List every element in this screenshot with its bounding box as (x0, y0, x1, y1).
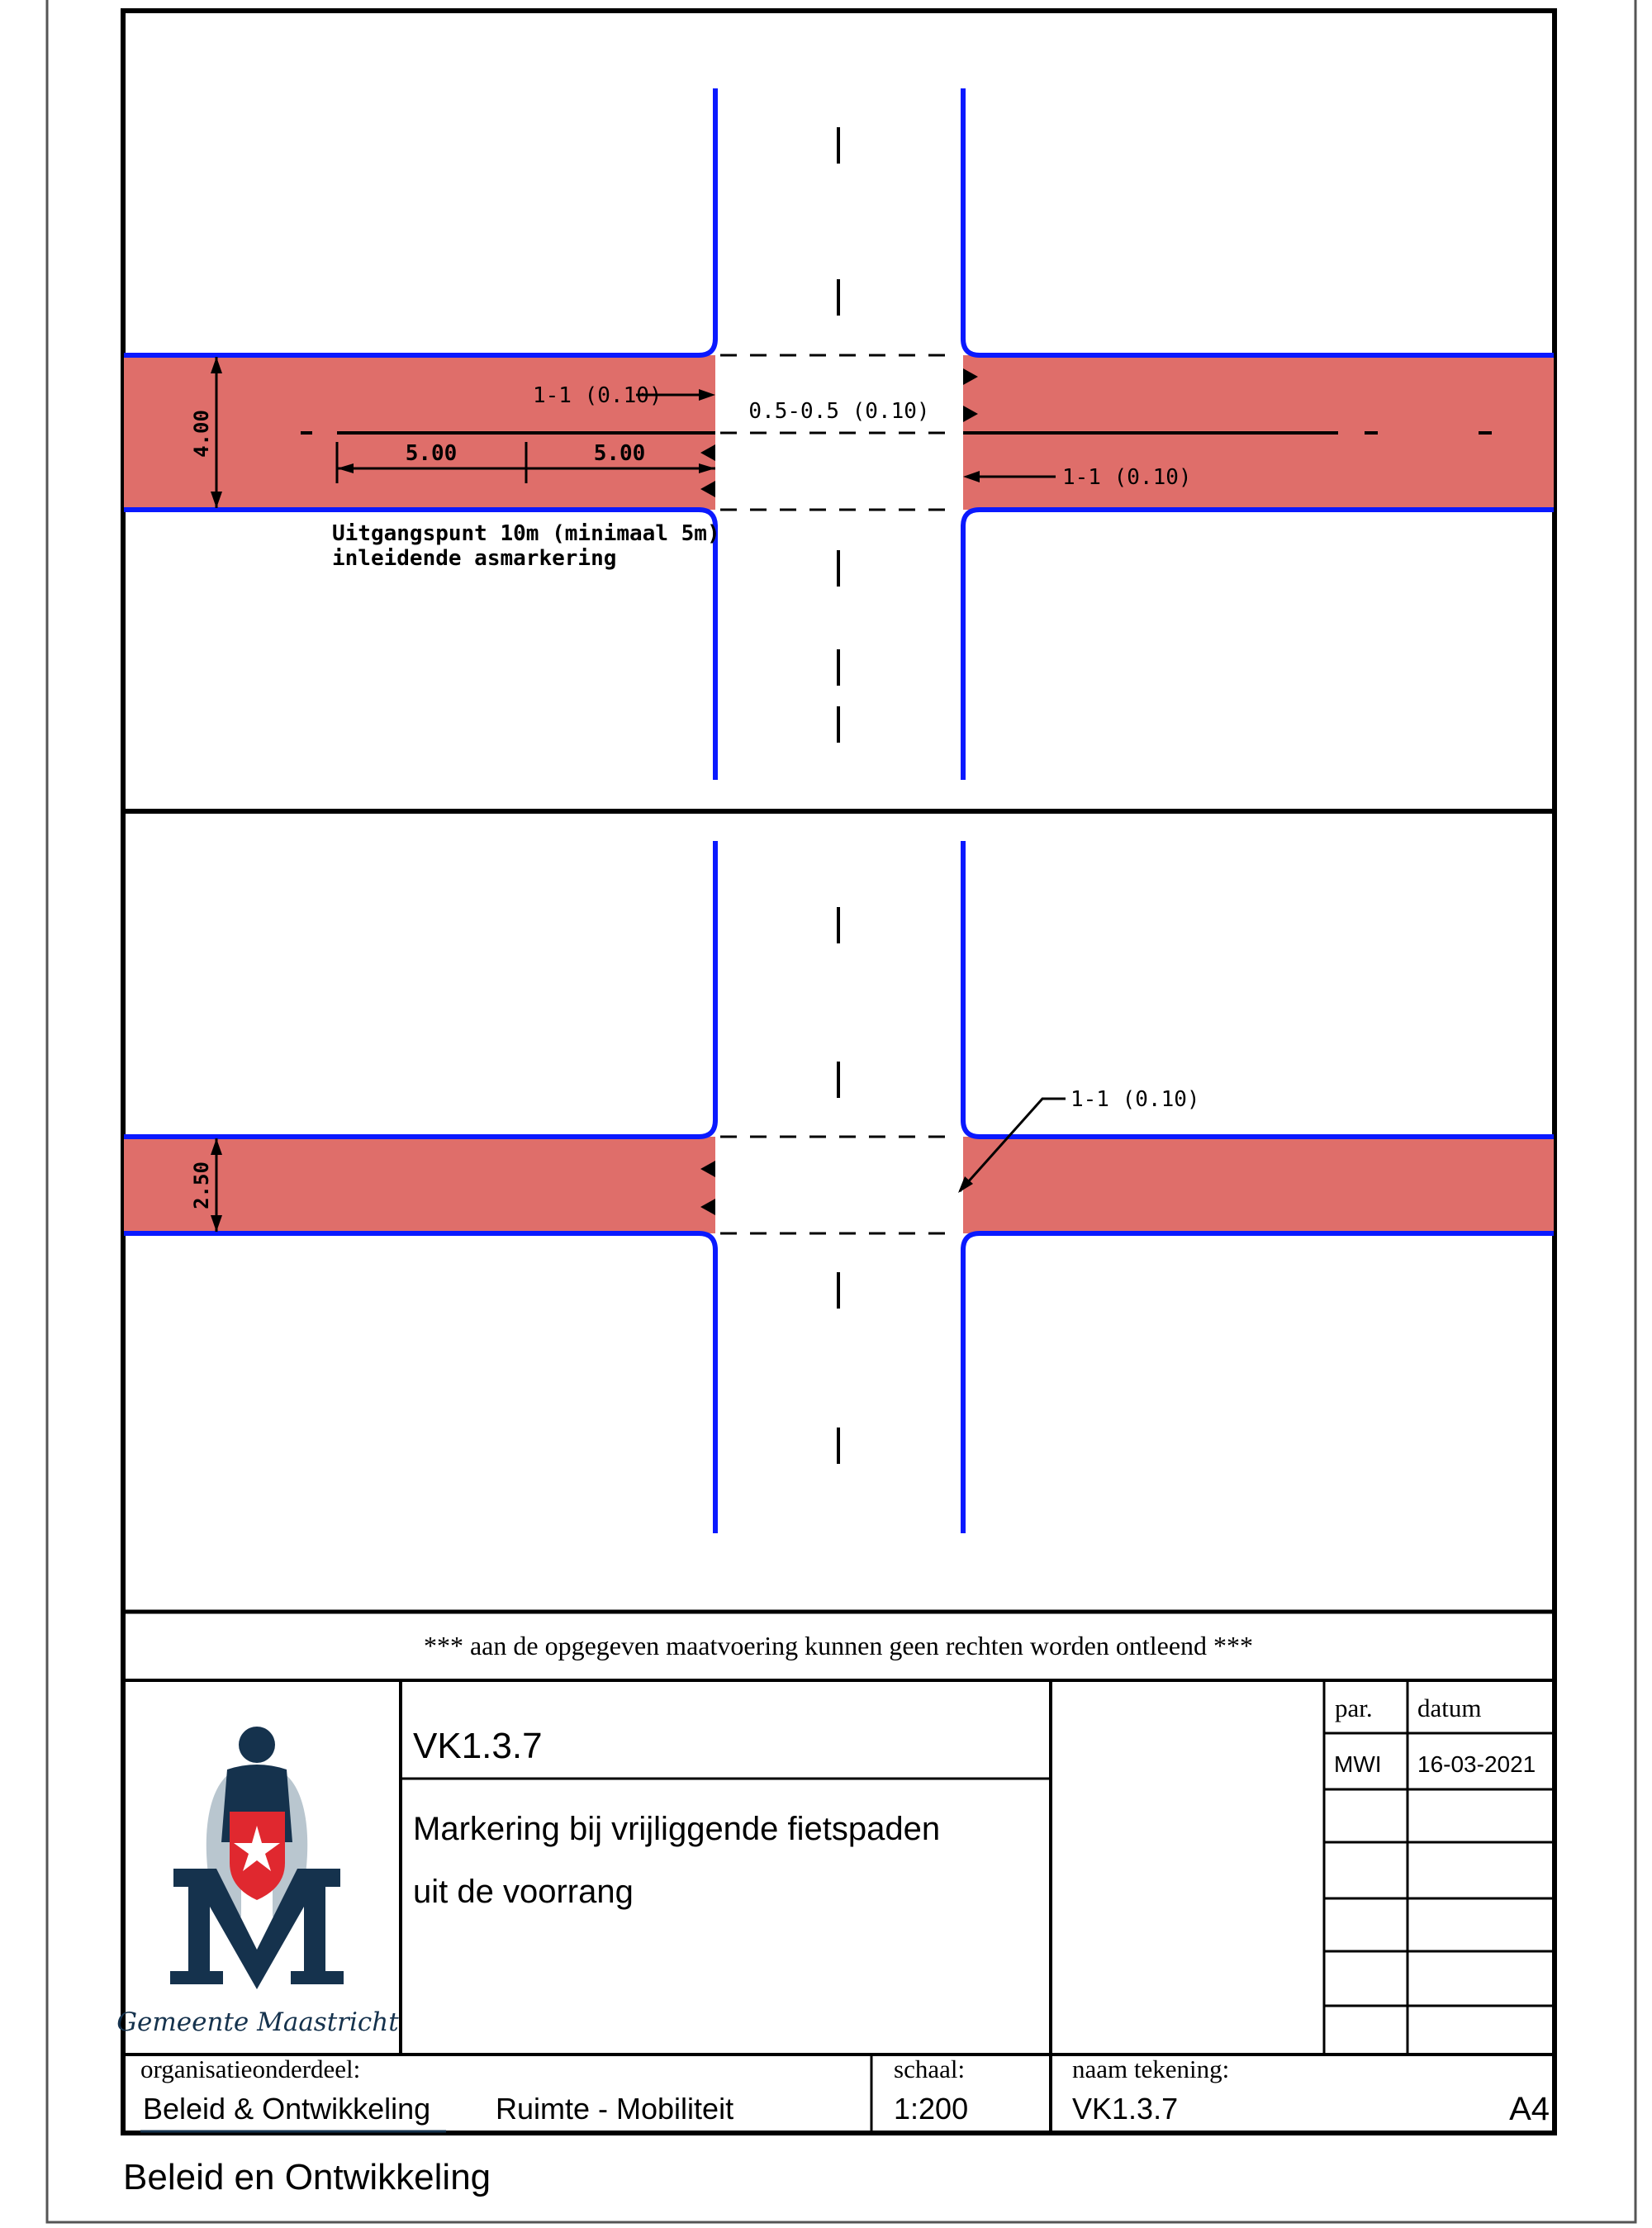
par-header: par. (1335, 1694, 1373, 1722)
title-line-2: uit de voorrang (413, 1874, 634, 1910)
datum-header: datum (1417, 1694, 1482, 1722)
scale-label: schaal: (894, 2055, 966, 2083)
bottom-intersection (124, 841, 1554, 1533)
title-block (116, 1631, 1555, 2133)
bottom-edge-se (963, 1233, 1554, 1533)
bottom-edge-nw (124, 841, 715, 1137)
datum-value: 16-03-2021 (1417, 1751, 1536, 1777)
bottom-crossing-lines (720, 1137, 958, 1233)
bottom-edge-ne (963, 841, 1554, 1137)
top-edge-ne (963, 88, 1554, 355)
top-intersection (124, 88, 1554, 780)
top-segment-label-2: 5.00 (593, 441, 646, 466)
bottom-cycle-path-right (963, 1137, 1554, 1233)
org-label: organisatieonderdeel: (140, 2055, 361, 2083)
disclaimer: *** aan de opgegeven maatvoering kunnen geen rechten worden ontleend *** (423, 1631, 1254, 1660)
top-center-label: 0.5-0.5 (0.10) (748, 399, 930, 424)
top-segment-label-1: 5.00 (405, 441, 458, 466)
scale-value: 1:200 (894, 2092, 969, 2126)
municipality-logo (116, 1727, 399, 2037)
top-edge-se (963, 510, 1554, 780)
top-edge-nw (124, 88, 715, 355)
name-value: VK1.3.7 (1072, 2092, 1179, 2126)
org-value-2: Ruimte - Mobiliteit (496, 2092, 734, 2126)
footer-text: Beleid en Ontwikkeling (123, 2157, 491, 2197)
org-value-1: Beleid & Ontwikkeling (143, 2092, 431, 2126)
par-value: MWI (1334, 1751, 1382, 1777)
top-crossing-label-right: 1-1 (0.10) (1062, 465, 1192, 490)
bottom-crossing-label: 1-1 (0.10) (1070, 1087, 1200, 1112)
title-line-1: Markering bij vrijliggende fietspaden (413, 1811, 941, 1847)
logo-head (239, 1727, 275, 1763)
top-crossing-lines (720, 355, 958, 510)
paper-size: A4 (1509, 2091, 1550, 2127)
logo-text: Gemeente Maastricht (116, 2007, 399, 2037)
bottom-width-label: 2.50 (190, 1162, 213, 1209)
top-note-line-1: Uitgangspunt 10m (minimaal 5m) (332, 521, 720, 546)
top-crossing-label-left: 1-1 (0.10) (533, 383, 662, 408)
top-width-label: 4.00 (190, 410, 213, 458)
top-note-line-2: inleidende asmarkering (332, 546, 617, 571)
bottom-edge-sw (124, 1233, 715, 1533)
drawing-code: VK1.3.7 (413, 1726, 543, 1766)
name-label: naam tekening: (1072, 2055, 1230, 2083)
